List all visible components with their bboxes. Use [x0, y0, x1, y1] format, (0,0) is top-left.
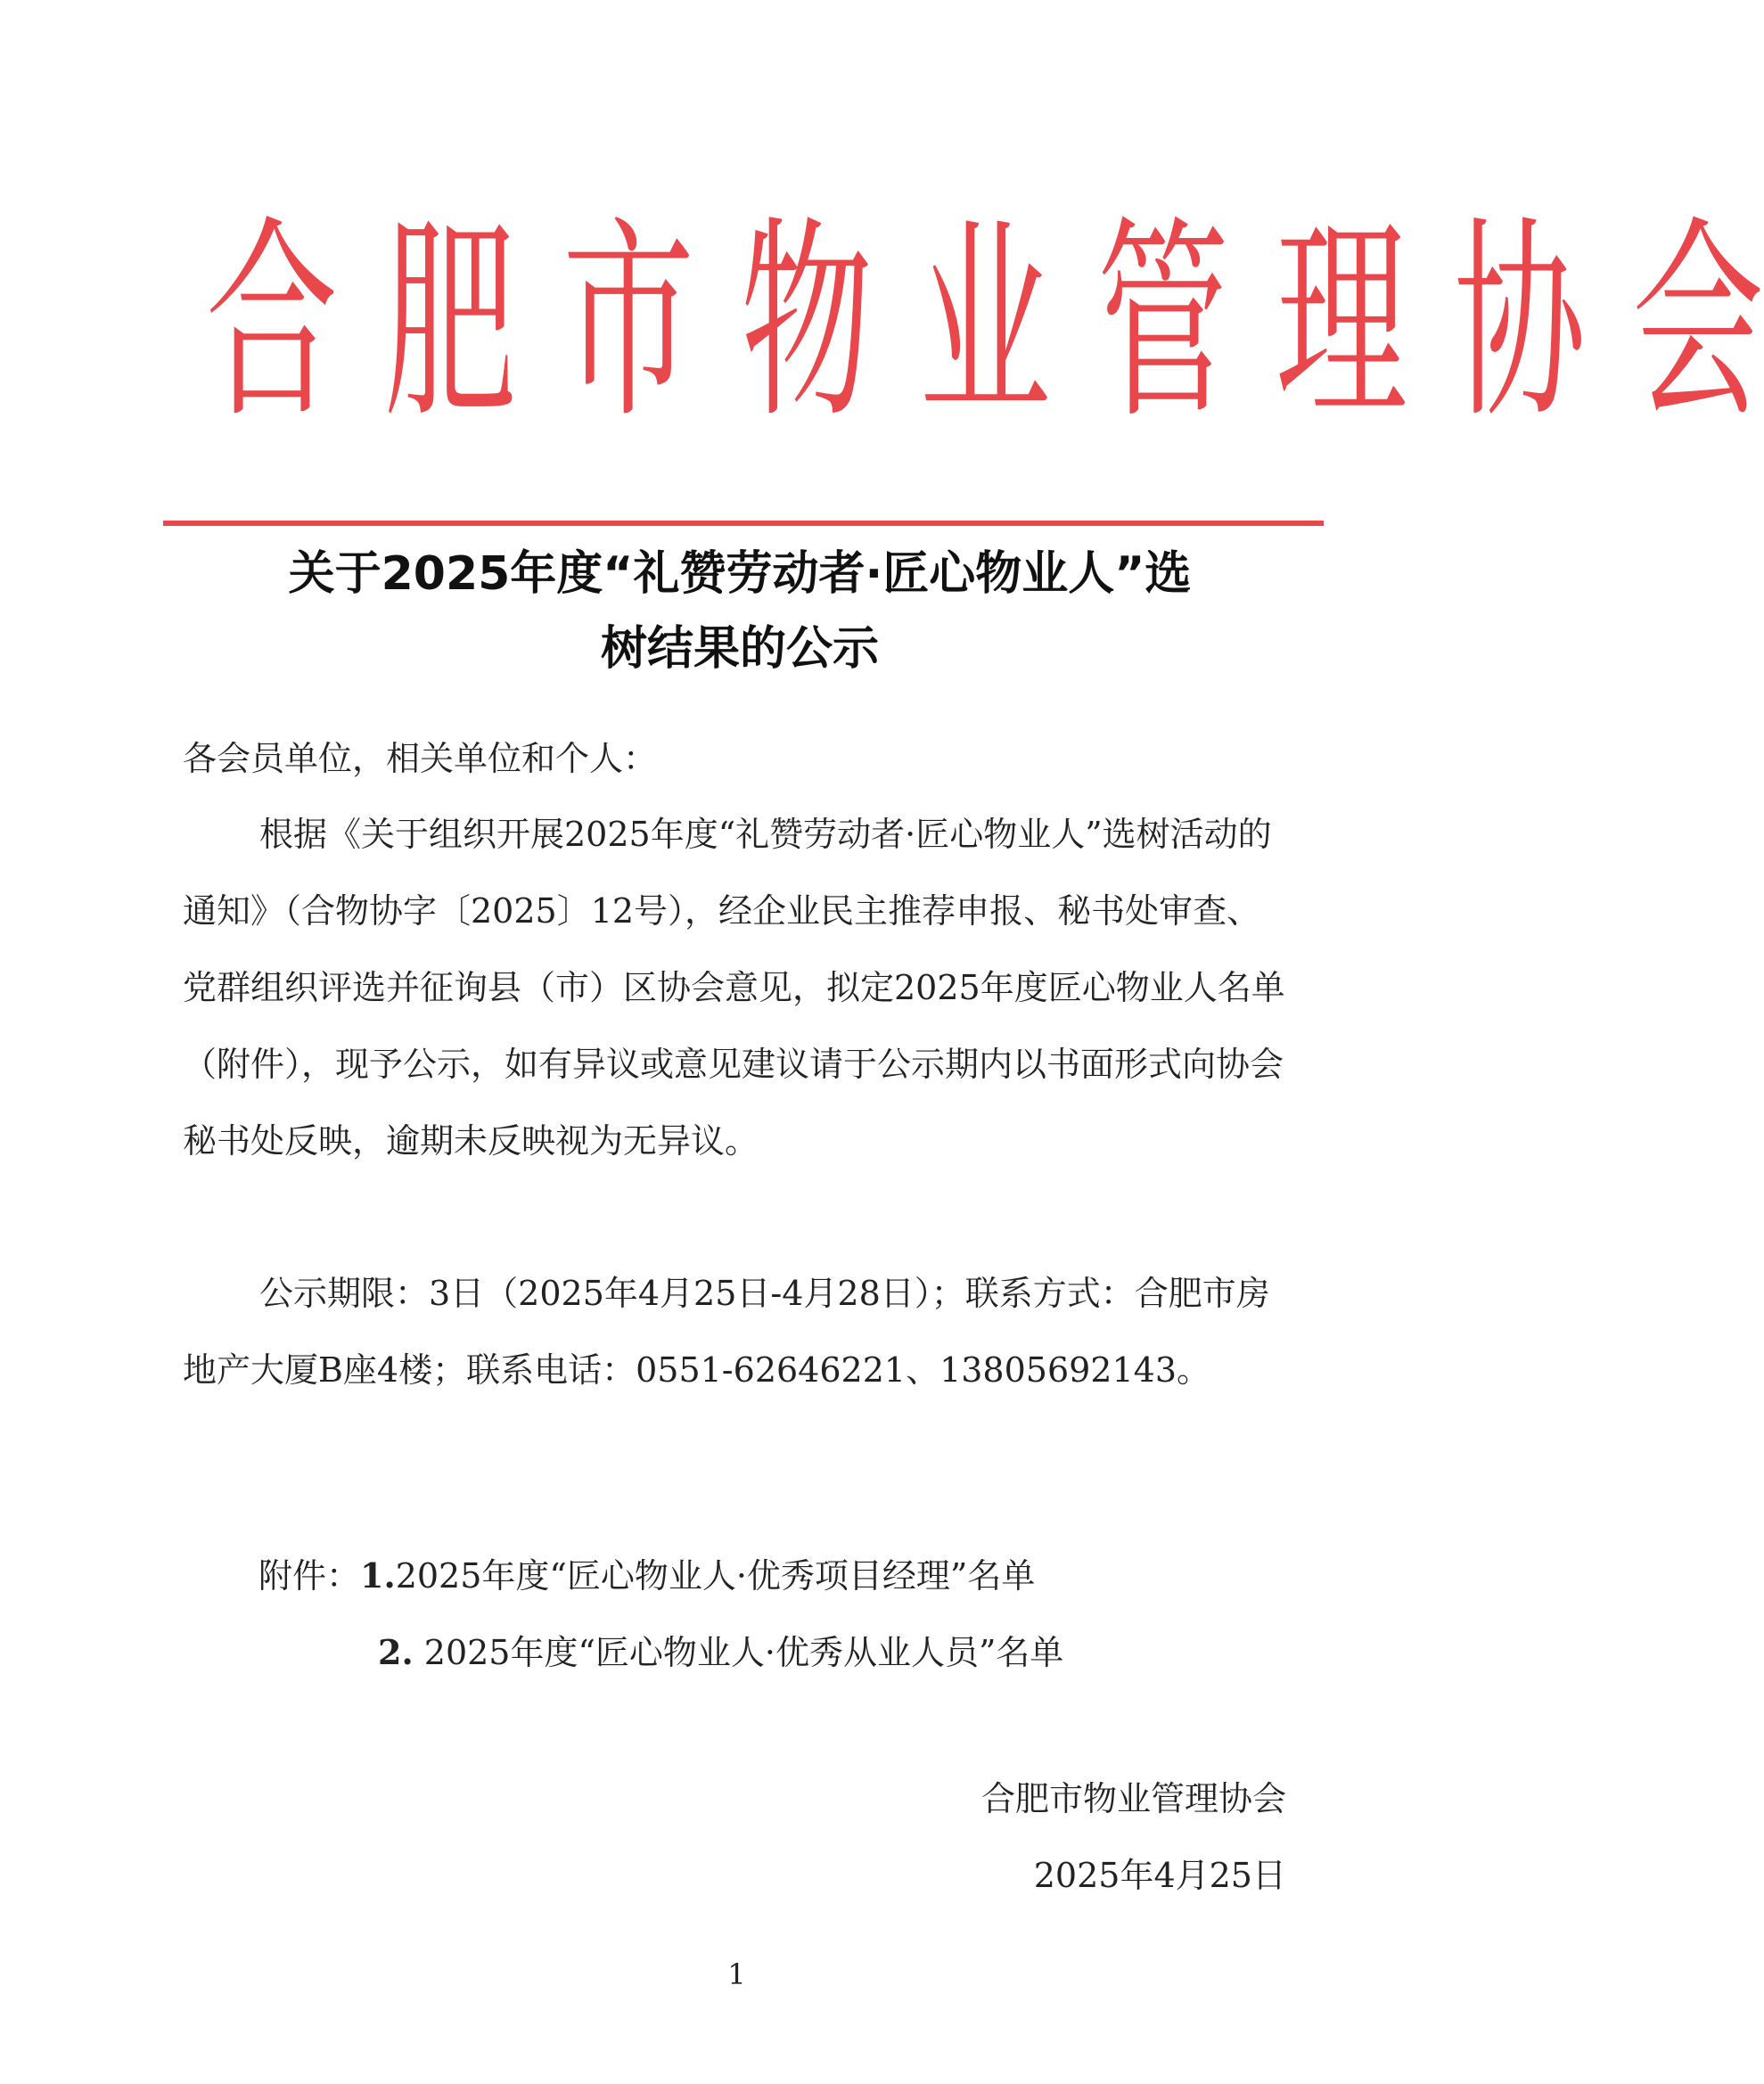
letterhead-char: 协 [1454, 198, 1587, 448]
letterhead-char: 物 [741, 198, 874, 448]
letterhead-char: 会 [1632, 198, 1764, 448]
letterhead-char: 管 [1097, 198, 1230, 448]
title-line-1: 关于2025年度“礼赞劳动者·匠心物业人”选 [288, 547, 1192, 601]
attachment-item [258, 1614, 1063, 1691]
attachments-label: 附件： [258, 1556, 361, 1596]
signature-org: 合肥市物业管理协会 [980, 1779, 1286, 1818]
attachments-list [258, 1538, 1063, 1691]
salutation: 各会员单位，相关单位和个人： [183, 739, 658, 778]
body-paragraph-contact: 公示期限：3日（2025年4月25日-4月28日）；联系方式：合肥市房地产大厦B座4楼；联系电话：0551-62646221、13805692143。 [183, 1274, 1270, 1390]
letterhead-char: 业 [919, 198, 1052, 448]
attachment-item [258, 1538, 1063, 1614]
signature-block [981, 1760, 1286, 1914]
letterhead-char: 肥 [384, 198, 517, 448]
letterhead-char: 市 [562, 198, 695, 448]
title-line-2: 树结果的公示 [600, 622, 879, 676]
attachment-number: 1. [360, 1555, 396, 1596]
body-paragraph-main: 根据《关于组织开展2025年度“礼赞劳动者·匠心物业人”选树活动的通知》（合物协字〔2025〕12号），经企业民主推荐申报、秘书处审查、党群组织评选并征询县（市）区协会意见，拟定2025年度匠心物业人名单（附件），现予公示，如有异议或意见建议请于公示期内以书面形式向协会秘书处反映，逾期未反映视为无异议。 [183, 815, 1285, 1161]
signature-date: 2025年4月25日 [1033, 1856, 1286, 1895]
attachment-title: 2025年度“匠心物业人·优秀从业人员”名单 [423, 1633, 1064, 1672]
letterhead-char: 合 [206, 198, 339, 448]
letterhead-divider [163, 521, 1324, 526]
letterhead-char: 理 [1276, 198, 1408, 448]
letterhead [183, 198, 1764, 448]
page-number: 1 [727, 1957, 746, 1991]
document-title [178, 537, 1301, 686]
attachment-number: 2. [378, 1632, 414, 1672]
attachment-title: 2025年度“匠心物业人·优秀项目经理”名单 [395, 1556, 1036, 1596]
